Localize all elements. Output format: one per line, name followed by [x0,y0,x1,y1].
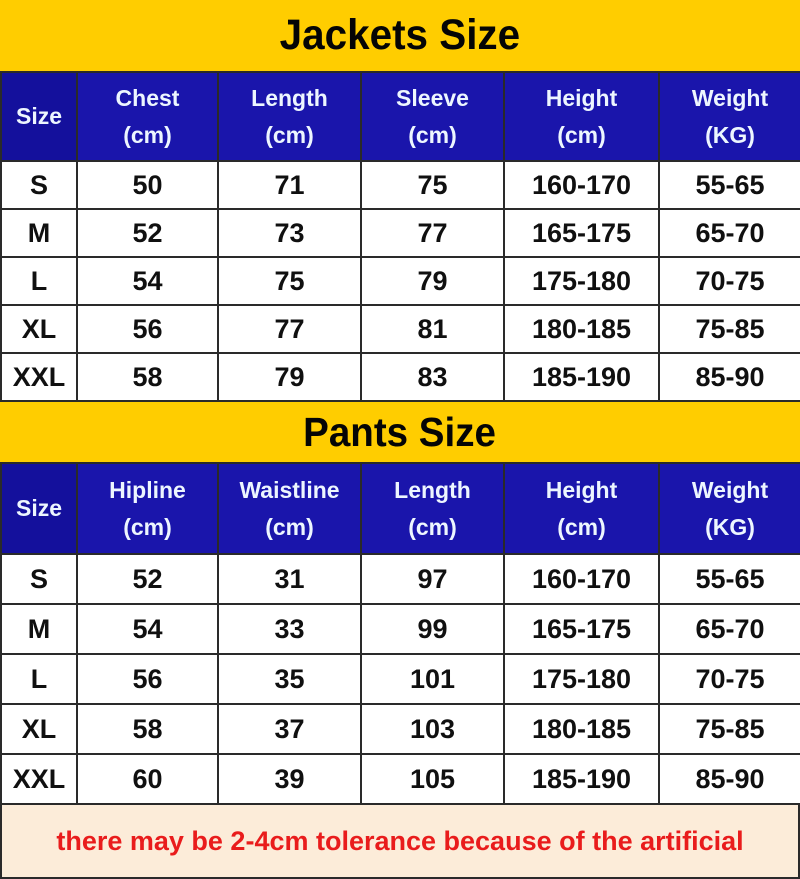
row-label: L [1,257,77,305]
column-header-height [504,463,659,554]
table-cell: 33 [218,604,361,654]
column-header-weight [659,72,800,161]
table-cell: 185-190 [504,754,659,804]
table-cell: 185-190 [504,353,659,401]
table-row [1,654,800,704]
column-header-chest [77,72,218,161]
table-cell: 75 [361,161,504,209]
column-header-length [218,72,361,161]
table-row [1,704,800,754]
jackets-size-table [0,71,800,402]
table-cell: 70-75 [659,654,800,704]
column-label: Size [15,495,63,522]
table-header-row [1,72,800,161]
column-unit: (cm) [123,513,172,540]
table-cell: 79 [361,257,504,305]
table-row [1,554,800,604]
table-cell: 101 [361,654,504,704]
table-cell: 55-65 [659,161,800,209]
column-unit: (cm) [557,121,606,148]
table-cell: 55-65 [659,554,800,604]
jackets-title: Jackets Size [279,11,521,59]
column-header-size [1,72,77,161]
table-cell: 54 [77,604,218,654]
table-cell: 37 [218,704,361,754]
row-label: S [1,554,77,604]
column-label: Length [394,476,471,503]
table-cell: 81 [361,305,504,353]
table-cell: 75-85 [659,704,800,754]
table-cell: 35 [218,654,361,704]
pants-size-table [0,462,800,805]
column-label: Weight [691,476,769,503]
column-label: Chest [115,84,180,111]
table-cell: 58 [77,353,218,401]
table-cell: 75-85 [659,305,800,353]
column-label: Sleeve [396,84,469,111]
column-unit: (cm) [123,121,172,148]
table-header-row [1,463,800,554]
column-unit: (KG) [705,121,755,148]
row-label: M [1,209,77,257]
tolerance-note-text: there may be 2-4cm tolerance because of the artificial [56,825,744,856]
table-cell: 83 [361,353,504,401]
jackets-title-banner [0,0,800,71]
column-label: Weight [691,84,769,111]
column-header-height [504,72,659,161]
column-header-hipline [77,463,218,554]
table-cell: 58 [77,704,218,754]
row-label: L [1,654,77,704]
table-cell: 180-185 [504,704,659,754]
table-cell: 54 [77,257,218,305]
row-label: XL [1,305,77,353]
column-label: Length [251,84,328,111]
table-row [1,604,800,654]
table-cell: 165-175 [504,209,659,257]
column-unit: (cm) [265,513,314,540]
table-cell: 71 [218,161,361,209]
tolerance-note [0,805,800,879]
column-label: Height [545,84,618,111]
pants-title-banner [0,402,800,462]
table-cell: 160-170 [504,554,659,604]
row-label: XXL [1,353,77,401]
table-cell: 180-185 [504,305,659,353]
table-cell: 52 [77,554,218,604]
table-cell: 50 [77,161,218,209]
row-label: XL [1,704,77,754]
table-cell: 31 [218,554,361,604]
row-label: S [1,161,77,209]
column-label: Waistline [239,476,340,503]
table-cell: 77 [361,209,504,257]
column-unit: (cm) [408,121,457,148]
table-cell: 85-90 [659,353,800,401]
table-cell: 75 [218,257,361,305]
table-cell: 65-70 [659,209,800,257]
table-cell: 56 [77,654,218,704]
table-row [1,209,800,257]
table-cell: 77 [218,305,361,353]
column-label: Hipline [109,476,186,503]
column-header-sleeve [361,72,504,161]
table-cell: 70-75 [659,257,800,305]
table-cell: 85-90 [659,754,800,804]
column-unit: (cm) [408,513,457,540]
table-cell: 175-180 [504,257,659,305]
table-cell: 160-170 [504,161,659,209]
table-cell: 99 [361,604,504,654]
table-row [1,305,800,353]
column-header-size [1,463,77,554]
column-label: Height [545,476,618,503]
table-cell: 73 [218,209,361,257]
row-label: XXL [1,754,77,804]
table-row [1,754,800,804]
pants-title: Pants Size [303,408,497,455]
table-cell: 56 [77,305,218,353]
table-cell: 79 [218,353,361,401]
table-row [1,353,800,401]
row-label: M [1,604,77,654]
table-cell: 103 [361,704,504,754]
column-header-length [361,463,504,554]
table-cell: 39 [218,754,361,804]
column-unit: (KG) [705,513,755,540]
table-cell: 65-70 [659,604,800,654]
table-row [1,161,800,209]
table-cell: 175-180 [504,654,659,704]
table-cell: 165-175 [504,604,659,654]
table-cell: 97 [361,554,504,604]
column-header-weight [659,463,800,554]
table-cell: 60 [77,754,218,804]
table-row [1,257,800,305]
column-label: Size [15,103,63,130]
table-cell: 105 [361,754,504,804]
table-cell: 52 [77,209,218,257]
column-unit: (cm) [265,121,314,148]
column-unit: (cm) [557,513,606,540]
column-header-waistline [218,463,361,554]
